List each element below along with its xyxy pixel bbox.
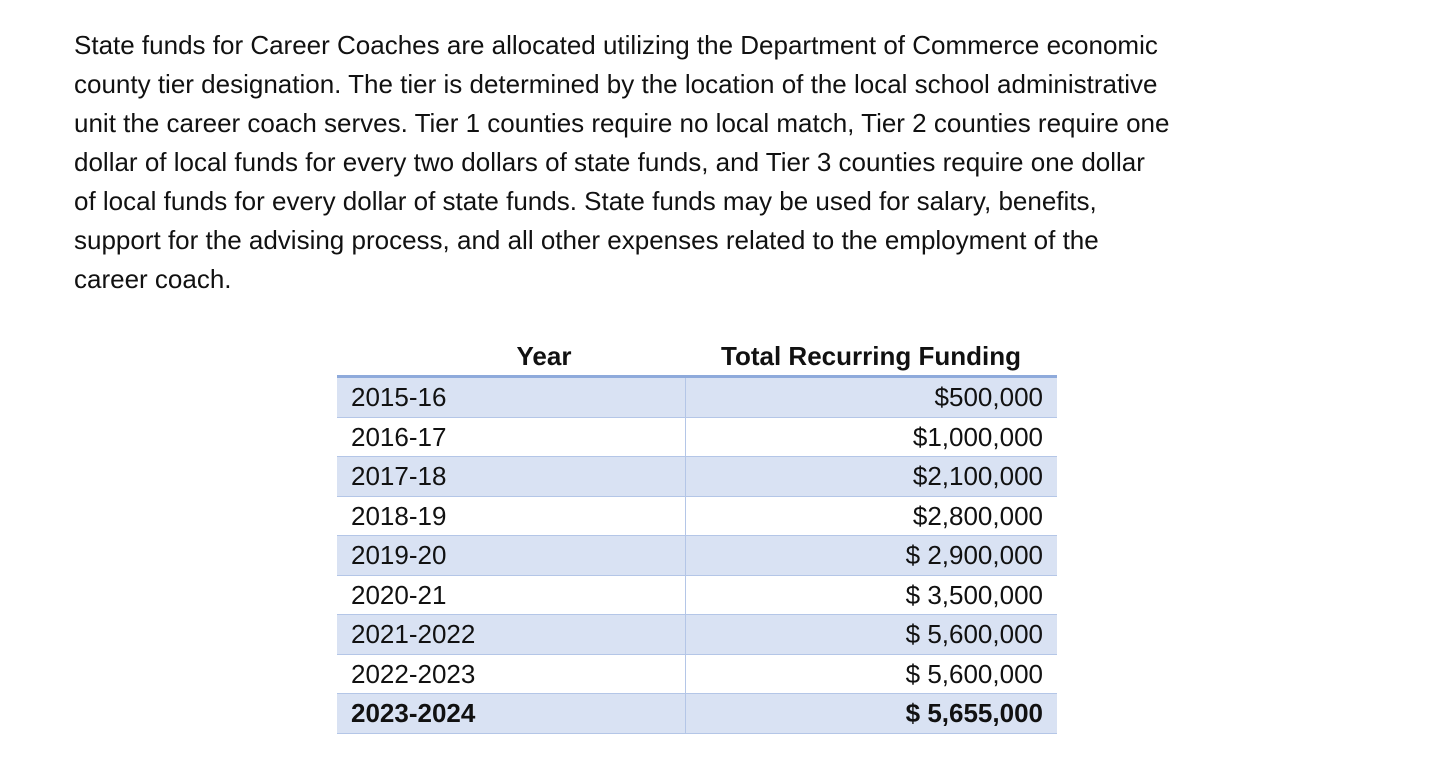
funding-column-header: Total Recurring Funding [685, 337, 1057, 377]
paragraph-line: of local funds for every dollar of state funds. State funds may be used for salary, benefits, [74, 186, 1097, 216]
year-cell: 2018-19 [337, 496, 685, 536]
year-cell: 2015-16 [337, 377, 685, 418]
table-row [337, 536, 1057, 576]
year-cell: 2022-2023 [337, 654, 685, 694]
table-row [337, 457, 1057, 497]
funding-cell: $500,000 [685, 377, 1057, 418]
paragraph-line: support for the advising process, and all other expenses related to the employment of the [74, 225, 1099, 255]
funding-cell: $ 3,500,000 [685, 575, 1057, 615]
table-header-row [337, 337, 1057, 377]
year-cell: 2020-21 [337, 575, 685, 615]
career-coach-funding-paragraph [74, 26, 1374, 299]
paragraph-line: dollar of local funds for every two dollars of state funds, and Tier 3 counties require one dollar [74, 147, 1145, 177]
paragraph-line: State funds for Career Coaches are allocated utilizing the Department of Commerce economic [74, 30, 1158, 60]
year-cell: 2016-17 [337, 417, 685, 457]
year-cell: 2023-2024 [337, 694, 685, 734]
funding-cell: $2,800,000 [685, 496, 1057, 536]
table-row [337, 575, 1057, 615]
table-row [337, 496, 1057, 536]
funding-cell: $ 5,655,000 [685, 694, 1057, 734]
year-cell: 2017-18 [337, 457, 685, 497]
paragraph-line: county tier designation. The tier is determined by the location of the local school administrative [74, 69, 1158, 99]
funding-cell: $1,000,000 [685, 417, 1057, 457]
year-column-header: Year [337, 337, 685, 377]
year-cell: 2019-20 [337, 536, 685, 576]
funding-table [337, 337, 1057, 734]
year-cell: 2021-2022 [337, 615, 685, 655]
table-row-total [337, 694, 1057, 734]
paragraph-line: career coach. [74, 264, 232, 294]
table-row [337, 377, 1057, 418]
funding-cell: $ 5,600,000 [685, 654, 1057, 694]
table-row [337, 654, 1057, 694]
funding-cell: $ 2,900,000 [685, 536, 1057, 576]
funding-cell: $2,100,000 [685, 457, 1057, 497]
table-row [337, 417, 1057, 457]
table-row [337, 615, 1057, 655]
funding-cell: $ 5,600,000 [685, 615, 1057, 655]
paragraph-line: unit the career coach serves. Tier 1 counties require no local match, Tier 2 counties require one [74, 108, 1170, 138]
